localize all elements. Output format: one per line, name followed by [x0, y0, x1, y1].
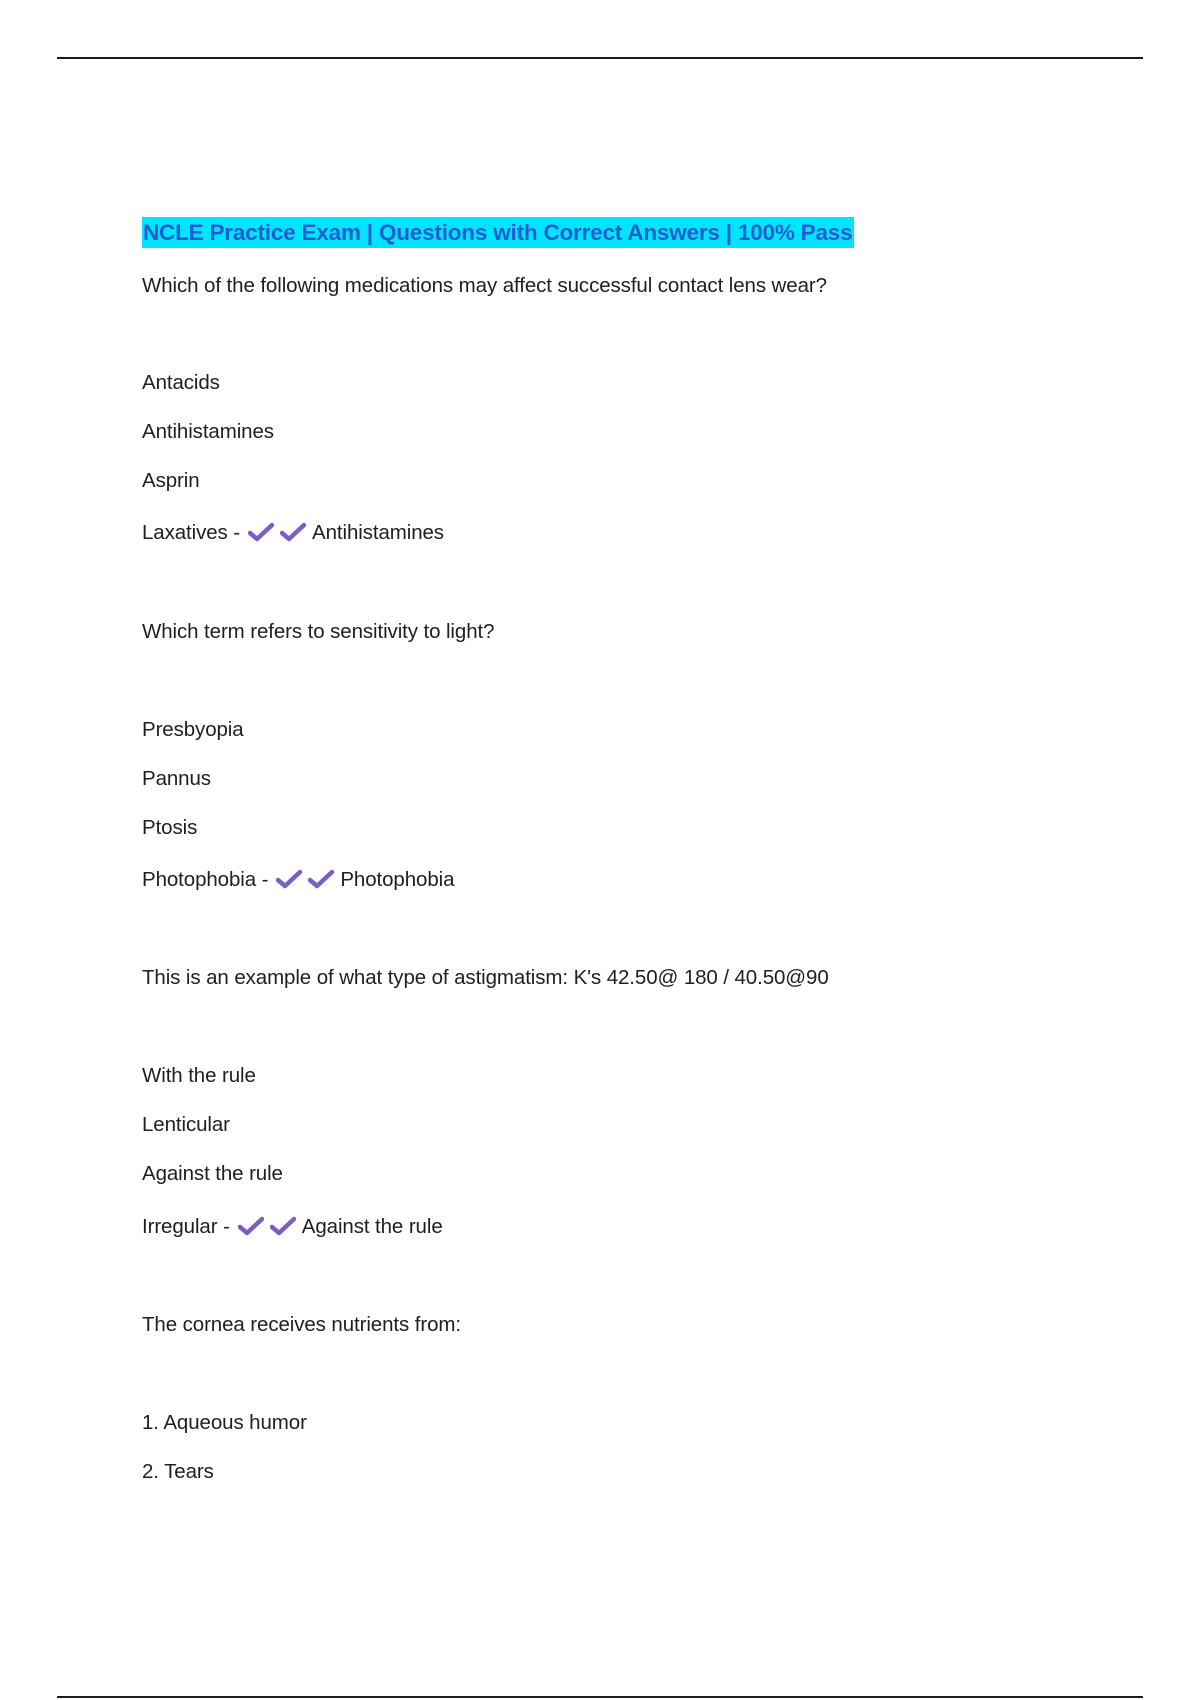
q1-answer-checks	[248, 521, 312, 544]
checkmark-icon	[248, 522, 274, 542]
q1-option-1: Antacids	[142, 371, 220, 394]
question-3: This is an example of what type of astigmatism: K's 42.50@ 180 / 40.50@90	[142, 966, 829, 989]
document-title: NCLE Practice Exam | Questions with Correct Answers | 100% Pass	[142, 217, 854, 248]
q4-option-1: 1. Aqueous humor	[142, 1411, 307, 1434]
q2-option-2: Pannus	[142, 767, 211, 790]
checkmark-icon	[270, 1216, 296, 1236]
q2-answer-checks	[276, 868, 340, 891]
q1-option-3: Asprin	[142, 469, 200, 492]
q1-option-4: Laxatives -	[142, 521, 241, 544]
q4-option-2: 2. Tears	[142, 1460, 214, 1483]
footer-rule	[57, 1696, 1143, 1698]
checkmark-icon	[308, 869, 334, 889]
checkmark-icon	[238, 1216, 264, 1236]
question-2: Which term refers to sensitivity to light?	[142, 620, 495, 643]
q3-option-4-with-answer	[142, 1214, 443, 1240]
checkmark-icon	[276, 869, 302, 889]
q2-option-1: Presbyopia	[142, 718, 244, 741]
q2-option-3: Ptosis	[142, 816, 198, 839]
question-1: Which of the following medications may affect successful contact lens wear?	[142, 274, 827, 297]
q3-option-3: Against the rule	[142, 1162, 283, 1185]
checkmark-icon	[280, 522, 306, 542]
q2-option-4-with-answer	[142, 867, 454, 893]
q3-option-4: Irregular -	[142, 1215, 230, 1238]
q2-option-4: Photophobia -	[142, 868, 269, 891]
q1-correct-answer: Antihistamines	[312, 521, 444, 544]
question-4: The cornea receives nutrients from:	[142, 1313, 461, 1336]
header-rule	[57, 57, 1143, 59]
q1-option-4-with-answer	[142, 520, 444, 546]
q3-option-2: Lenticular	[142, 1113, 230, 1136]
q1-option-2: Antihistamines	[142, 420, 274, 443]
q3-correct-answer: Against the rule	[301, 1215, 443, 1238]
q2-correct-answer: Photophobia	[340, 868, 455, 891]
q3-option-1: With the rule	[142, 1064, 256, 1087]
q3-answer-checks	[238, 1215, 302, 1238]
